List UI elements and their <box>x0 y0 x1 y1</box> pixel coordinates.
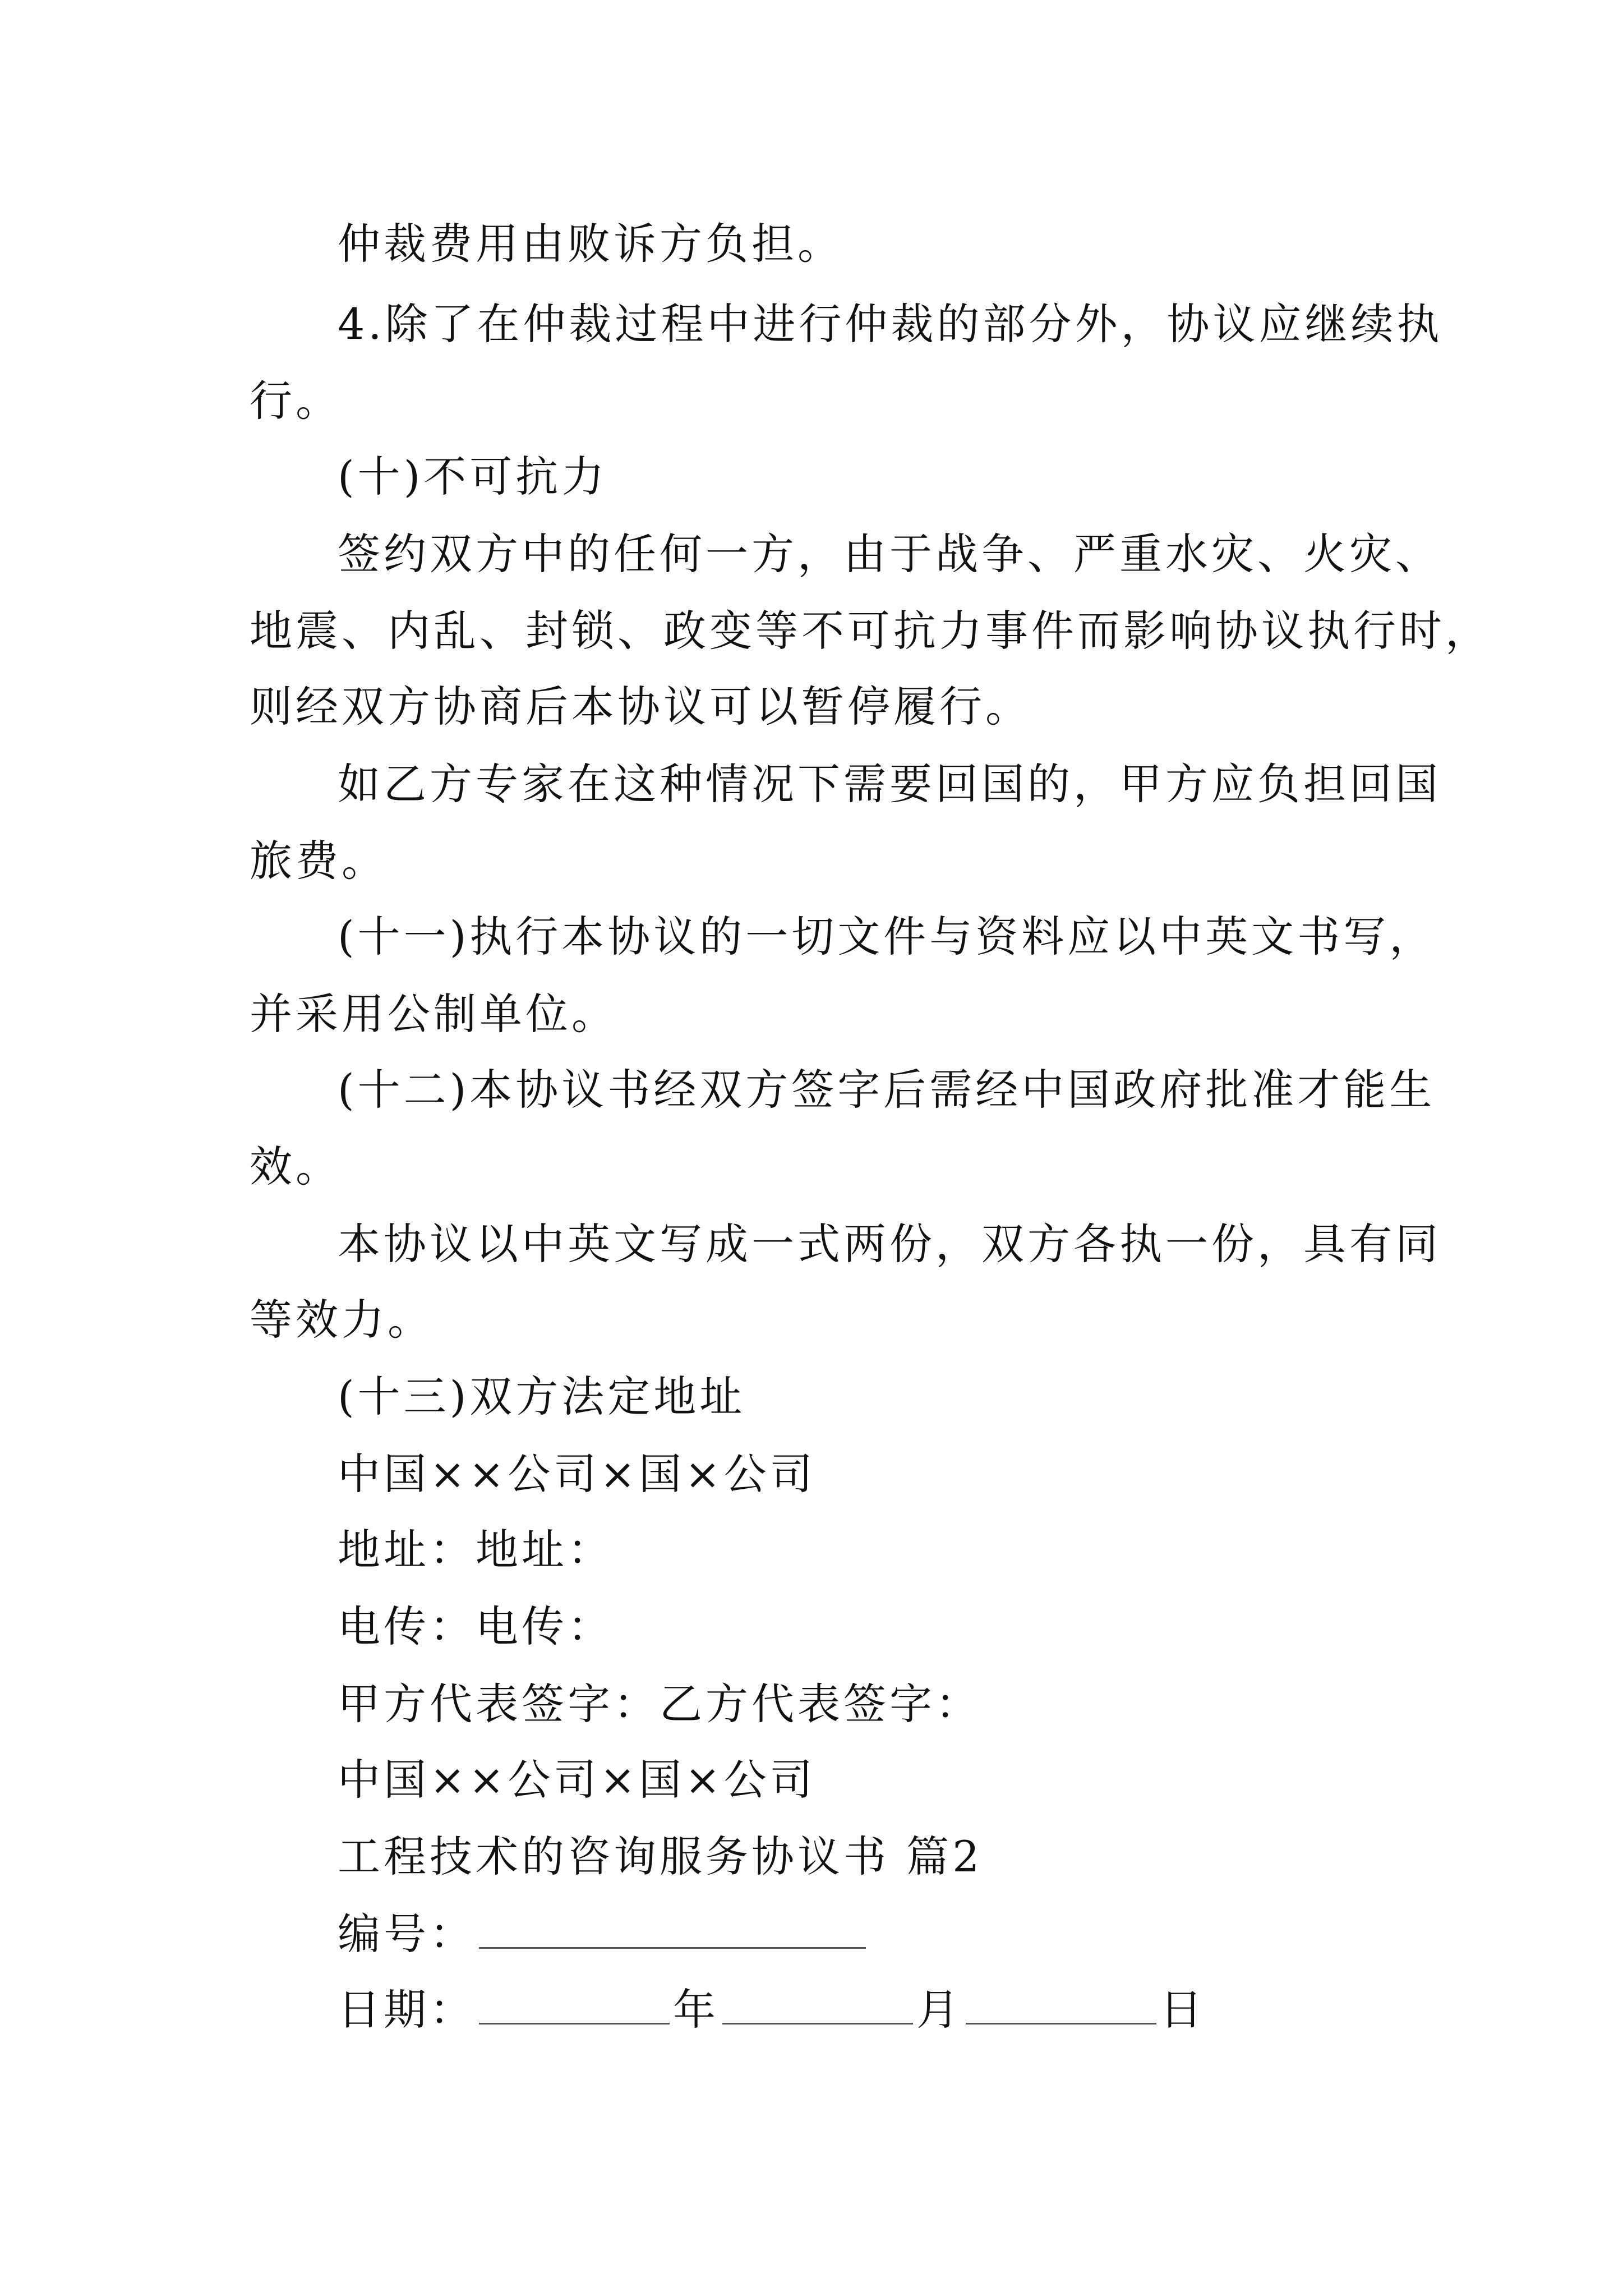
number-label: 编号： <box>338 1909 476 1959</box>
section-eleven: (十一)执行本协议的一切文件与资料应以中英文书写， <box>338 912 1436 961</box>
paragraph-1: 仲裁费用由败诉方负担。 <box>338 219 843 269</box>
paragraph-5-cont: 等效力。 <box>250 1295 434 1345</box>
number-line <box>338 1906 869 1962</box>
month-label: 月 <box>916 1985 962 2035</box>
section-twelve: (十二)本协议书经双方签字后需经中国政府批准才能生 <box>338 1065 1436 1115</box>
section-eleven-cont: 并采用公制单位。 <box>250 989 617 1039</box>
day-label: 日 <box>1160 1985 1206 2035</box>
paragraph-4-cont: 旅费。 <box>250 836 388 886</box>
address-labels: 地址：地址： <box>338 1525 614 1575</box>
year-label: 年 <box>673 1985 719 2035</box>
day-blank <box>966 1984 1156 2024</box>
date-label: 日期： <box>338 1985 476 2035</box>
section-twelve-cont: 效。 <box>250 1142 342 1191</box>
telex-labels: 电传：电传： <box>338 1602 614 1651</box>
paragraph-2-cont: 行。 <box>250 376 342 426</box>
section-heading-force-majeure: (十)不可抗力 <box>338 452 608 501</box>
company-names: 中国××公司×国×公司 <box>338 1449 816 1499</box>
paragraph-2: 4.除了在仲裁过程中进行仲裁的部分外，协议应继续执 <box>338 299 1443 349</box>
paragraph-3-cont: 地震、内乱、封锁、政变等不可抗力事件而影响协议执行时， <box>250 606 1491 656</box>
paragraph-5: 本协议以中英文写成一式两份，双方各执一份，具有同 <box>338 1219 1441 1269</box>
signature-labels: 甲方代表签字：乙方代表签字： <box>338 1679 981 1729</box>
paragraph-4: 如乙方专家在这种情况下需要回国的，甲方应负担回国 <box>338 759 1441 809</box>
month-blank <box>722 1984 913 2024</box>
company-names-2: 中国××公司×国×公司 <box>338 1755 816 1805</box>
year-blank <box>479 1984 670 2024</box>
paragraph-3-cont-2: 则经双方协商后本协议可以暂停履行。 <box>250 682 1031 731</box>
section-title-part-2: 工程技术的咨询服务协议书 篇2 <box>338 1832 983 1881</box>
date-line <box>338 1982 1206 2038</box>
paragraph-3: 签约双方中的任何一方，由于战争、严重水灾、火灾、 <box>338 529 1441 579</box>
number-blank <box>479 1908 866 1949</box>
section-thirteen: (十三)双方法定地址 <box>338 1372 746 1421</box>
